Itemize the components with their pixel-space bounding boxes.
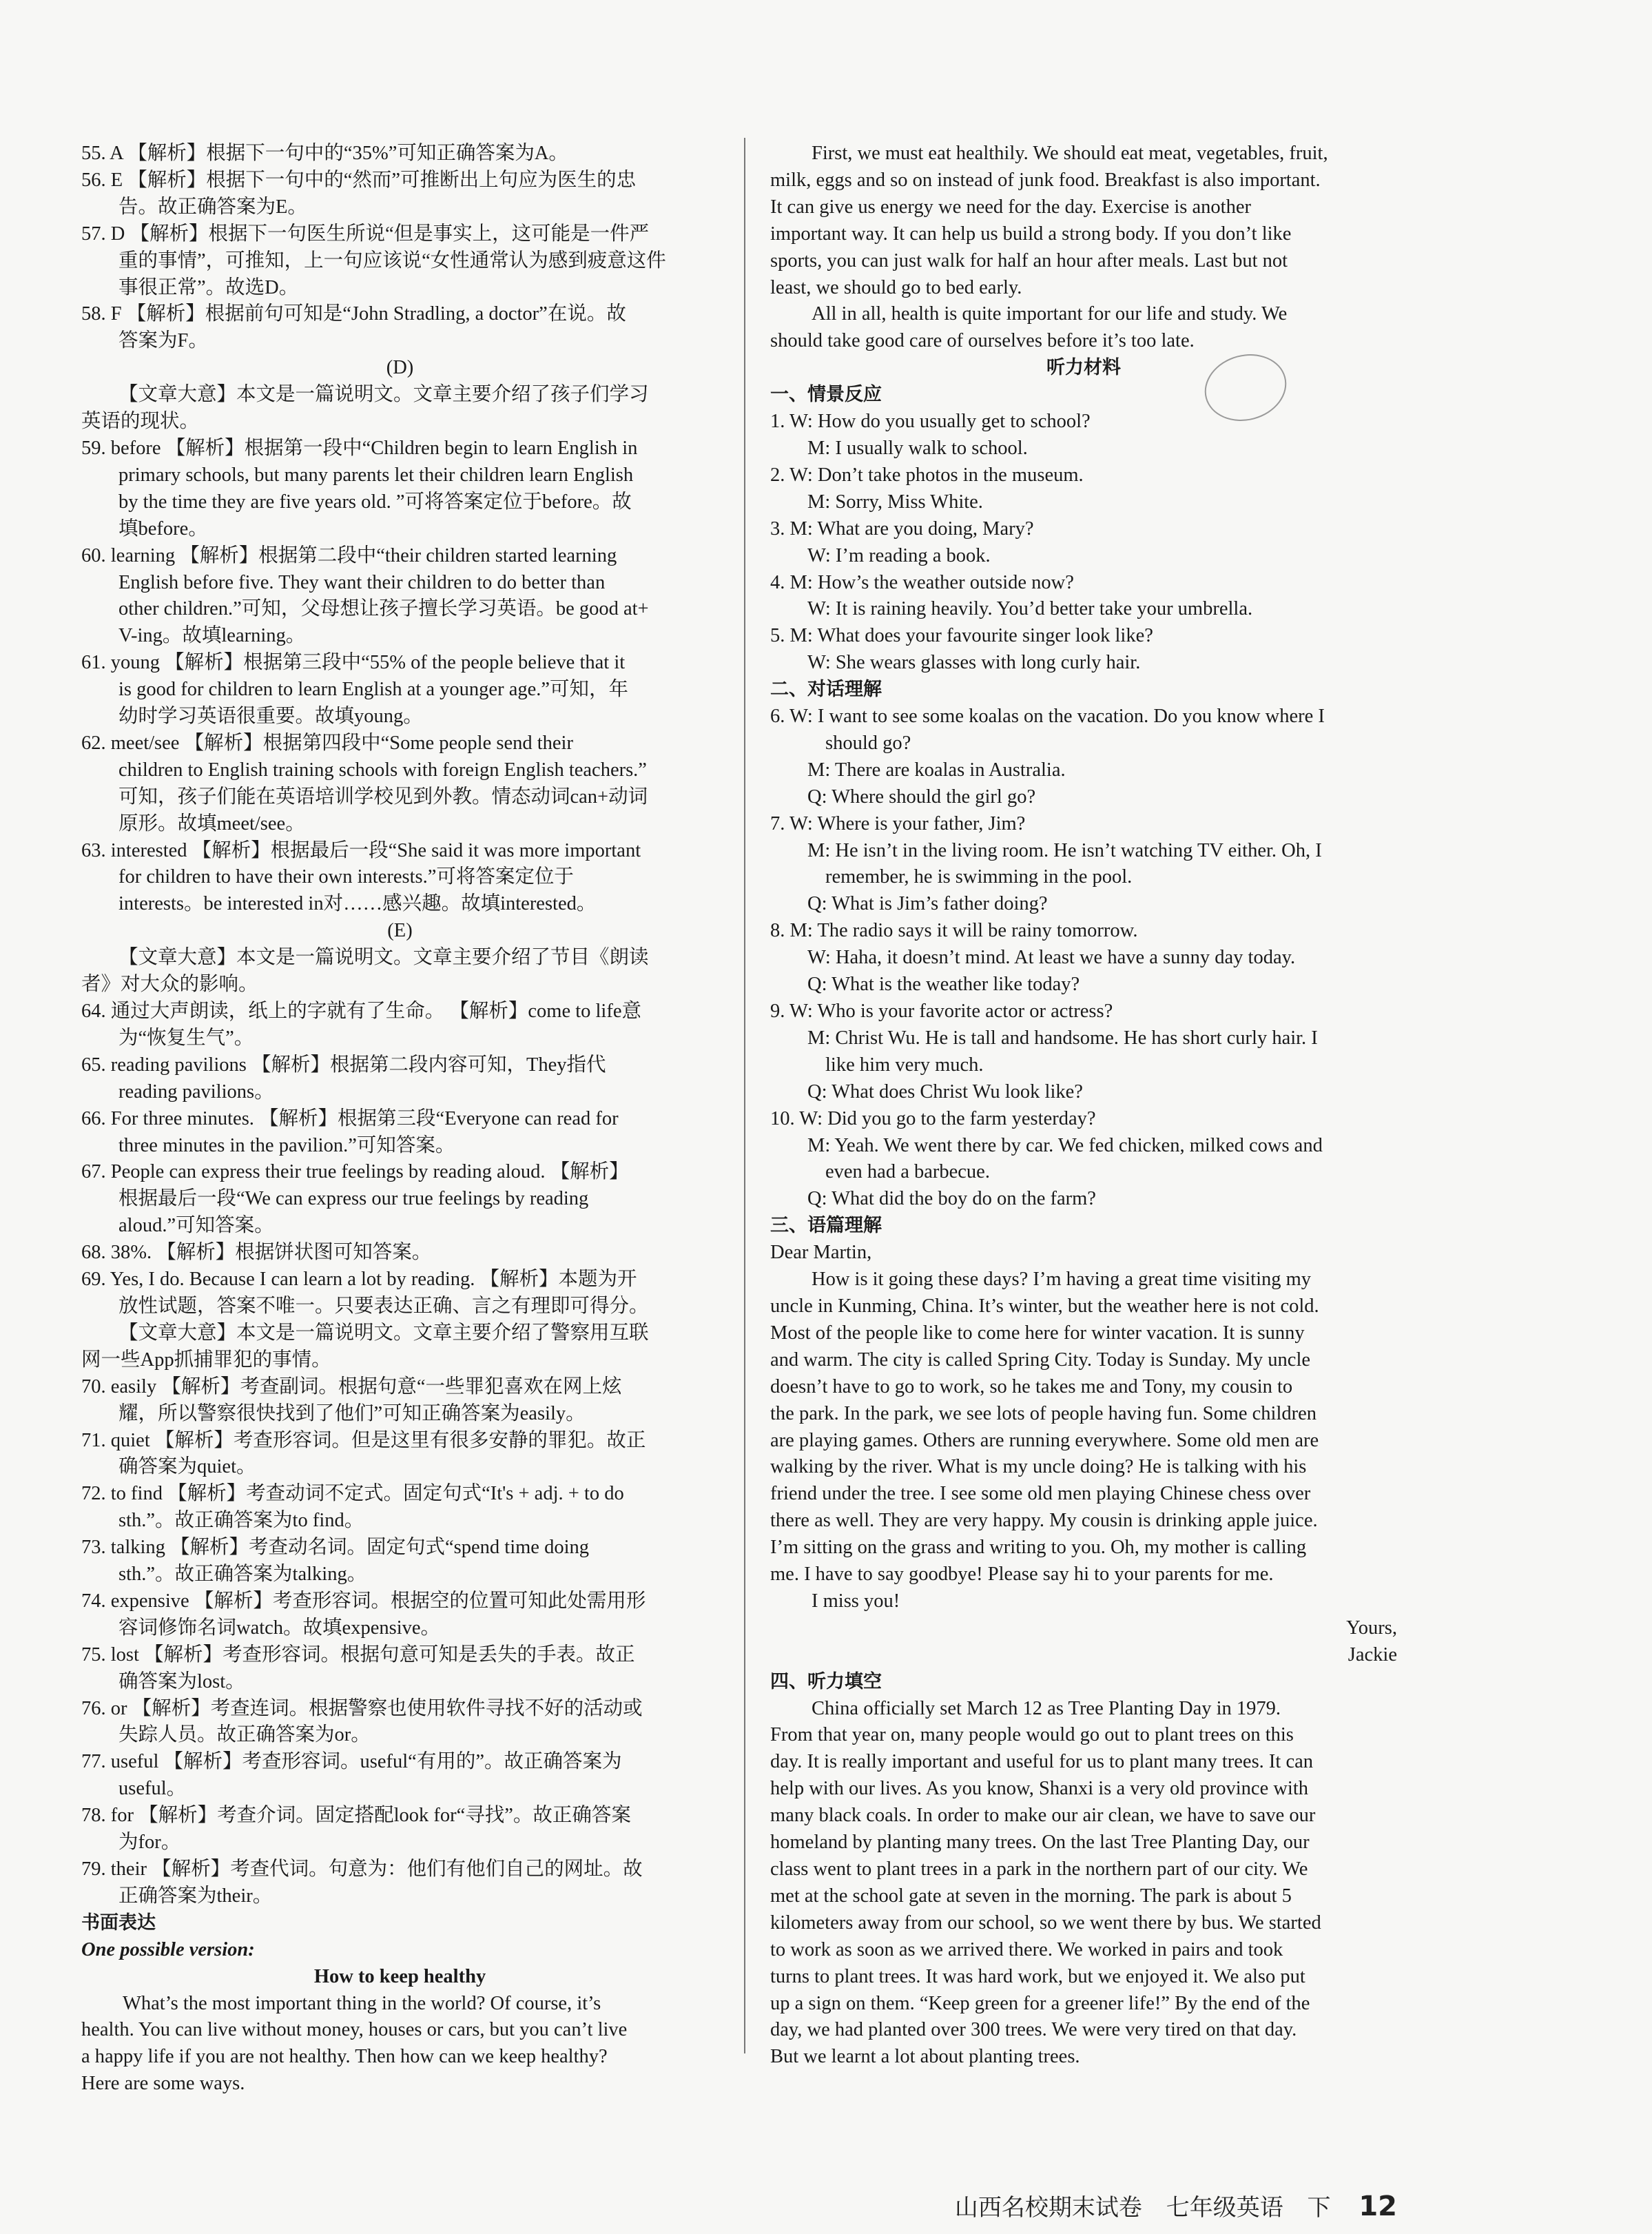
text-line: 76. or 【解析】考查连词。根据警察也使用软件寻找不好的活动或 [81,1697,643,1719]
text-line: 71. quiet 【解析】考查形容词。但是这里有很多安静的罪犯。故正 [81,1429,646,1451]
text-line: 【文章大意】本文是一篇说明文。文章主要介绍了警察用互联 [118,1322,649,1344]
text-line: (D) [386,357,414,379]
text-line: 6. W: I want to see some koalas on the vacation. Do you know where I [770,706,1325,728]
text-line: met at the school gate at seven in the morning. The park is about 5 [770,1885,1292,1907]
text-line: China officially set March 12 as Tree Planting Day in 1979. [812,1697,1281,1719]
text-line: useful。 [118,1778,187,1800]
text-line: like him very much. [825,1054,984,1076]
text-line: 者》对大众的影响。 [81,974,258,996]
text-line: 听力材料 [1046,357,1121,379]
text-line: 7. W: Where is your father, Jim? [770,812,1026,834]
text-line: health. You can live without money, houses or cars, but you can’t live [81,2019,628,2041]
text-line: 64. 通过大声朗读，纸上的字就有了生命。 【解析】come to life意 [81,1001,641,1022]
text-line: 确答案为lost。 [118,1670,245,1692]
text-line: me. I have to say goodbye! Please say hi to your parents for me. [770,1564,1274,1586]
text-line: help with our lives. As you know, Shanxi is a very old province with [770,1778,1309,1800]
text-line: 60. learning 【解析】根据第二段中“their children started learning [81,544,617,566]
text-line: three minutes in the pavilion.”可知答案。 [118,1134,455,1156]
text-line: Q: Where should the girl go? [807,786,1036,808]
text-line: uncle in Kunming, China. It’s winter, but the weather here is not cold. [770,1295,1319,1317]
text-line: 为for。 [118,1832,181,1854]
text-line: 8. M: The radio says it will be rainy tomorrow. [770,920,1138,942]
text-line: 73. talking 【解析】考查动名词。固定句式“spend time doing [81,1537,589,1559]
text-line: 网一些App抓捕罪犯的事情。 [81,1349,331,1371]
text-line: 重的事情”，可推知，上一句应该说“女性通常认为感到疲意这件 [118,249,666,271]
text-line: M: There are koalas in Australia. [807,759,1066,781]
text-line: W: Haha, it doesn’t mind. At least we have a sunny day today. [807,947,1296,969]
text-line: other children.”可知，父母想让孩子擅长学习英语。be good at+ [118,598,649,620]
text-line: Dear Martin, [770,1242,872,1264]
text-line: Here are some ways. [81,2073,245,2095]
text-line: How is it going these days? I’m having a great time visiting my [812,1269,1312,1291]
text-line: friend under the tree. I see some old men playing Chinese chess over [770,1483,1311,1505]
text-line: reading pavilions。 [118,1080,274,1103]
text-line: M: Christ Wu. He is tall and handsome. He has short curly hair. I [807,1027,1318,1049]
text-line: turns to plant trees. It was hard work, but we enjoyed it. We also put [770,1965,1305,1987]
text-line: M: I usually walk to school. [807,437,1028,459]
text-line: doesn’t have to go to work, so he takes me and Tony, my cousin to [770,1375,1293,1397]
text-line: All in all, health is quite important for our life and study. We [812,303,1288,325]
text-line: 英语的现状。 [81,411,200,433]
text-line: 58. F 【解析】根据前句可知是“John Stradling, a doctor”在说。故 [81,303,626,325]
text-line: But we learnt a lot about planting trees. [770,2046,1080,2068]
text-line: One possible version: [81,1938,255,1960]
text-line: 75. lost 【解析】考查形容词。根据句意可知是丢失的手表。故正 [81,1643,635,1666]
footer-volume: 下 [1307,2194,1331,2222]
text-line: 66. For three minutes. 【解析】根据第三段“Everyone can read for [81,1107,619,1129]
text-line: 10. W: Did you go to the farm yesterday? [770,1107,1096,1129]
text-line: 5. M: What does your favourite singer look like? [770,625,1153,647]
text-line: walking by the river. What is my uncle doing? He is talking with his [770,1456,1307,1478]
text-line: homeland by planting many trees. On the last Tree Planting Day, our [770,1832,1310,1854]
text-line: interests。be interested in对……感兴趣。故填interested。 [118,893,597,915]
text-line: important way. It can help us build a strong body. If you don’t like [770,223,1292,245]
text-line: 79. their 【解析】考查代词。句意为：他们有他们自己的网址。故 [81,1858,643,1880]
text-line: 【文章大意】本文是一篇说明文。文章主要介绍了孩子们学习 [118,384,649,406]
page-footer [938,2193,1397,2222]
text-line: M: Yeah. We went there by car. We fed chicken, milked cows and [807,1134,1323,1156]
text-line: sth.”。故正确答案为to find。 [118,1510,364,1532]
text-line: It can give us energy we need for the day. Exercise is another [770,196,1251,218]
text-line: 确答案为quiet。 [118,1456,256,1478]
text-line: Q: What is Jim’s father doing? [807,893,1048,915]
text-line: 77. useful 【解析】考查形容词。useful“有用的”。故正确答案为 [81,1751,622,1773]
footer-subject: 七年级英语 [1166,2194,1283,2222]
text-line: 四、听力填空 [770,1670,882,1692]
text-line: Most of the people like to come here for winter vacation. It is sunny [770,1322,1305,1344]
text-line: and warm. The city is called Spring City. Today is Sunday. My uncle [770,1349,1311,1371]
text-line: 【文章大意】本文是一篇说明文。文章主要介绍了节目《朗读 [118,947,649,969]
text-line: 容词修饰名词watch。故填expensive。 [118,1617,441,1639]
text-line: 2. W: Don’t take photos in the museum. [770,464,1084,486]
text-line: 幼时学习英语很重要。故填young。 [118,706,423,728]
text-line: M: He isn’t in the living room. He isn’t watching TV either. Oh, I [807,839,1322,861]
column-divider [744,138,745,2053]
text-line: there as well. They are very happy. My cousin is drinking apple juice. [770,1510,1318,1532]
text-line: What’s the most important thing in the world? Of course, it’s [123,1992,601,2014]
text-line: by the time they are five years old. ”可将答案定位于before。故 [118,491,632,513]
text-line: W: It is raining heavily. You’d better take your umbrella. [807,598,1253,620]
text-line: 55. A 【解析】根据下一句中的“35%”可知正确答案为A。 [81,143,568,164]
footer-series: 山西名校期末试卷 [954,2194,1142,2222]
text-line: I’m sitting on the grass and writing to you. Oh, my mother is calling [770,1537,1307,1559]
text-line: up a sign on them. “Keep green for a greener life!” By the end of the [770,1992,1310,2014]
text-line: 书面表达 [81,1912,156,1934]
text-line: 4. M: How’s the weather outside now? [770,571,1074,593]
text-line: sth.”。故正确答案为talking。 [118,1564,367,1586]
text-line: 三、语篇理解 [770,1215,882,1237]
text-line: 67. People can express their true feelings by reading aloud. 【解析】 [81,1161,629,1183]
text-line: day, we had planted over 300 trees. We were very tired on that day. [770,2019,1297,2041]
text-line: primary schools, but many parents let their children learn English [118,464,634,486]
text-line: 70. easily 【解析】考查副词。根据句意“一些罪犯喜欢在网上炫 [81,1375,622,1397]
text-line: 69. Yes, I do. Because I can learn a lot by reading. 【解析】本题为开 [81,1269,637,1291]
page-number: 12 [1359,2191,1397,2223]
text-line: W: She wears glasses with long curly hair. [807,652,1141,674]
text-line: aloud.”可知答案。 [118,1215,274,1237]
text-line: 3. M: What are you doing, Mary? [770,517,1034,540]
text-line: V-ing。故填learning。 [118,625,306,647]
text-line: (E) [387,920,413,942]
text-line: is good for children to learn English at a younger age.”可知，年 [118,679,629,701]
text-line: should go? [825,732,911,754]
text-line: are playing games. Others are running everywhere. Some old men are [770,1429,1319,1451]
text-line: English before five. They want their children to do better than [118,571,606,593]
text-line: milk, eggs and so on instead of junk food. Breakfast is also important. [770,169,1321,191]
text-line: children to English training schools with foreign English teachers.” [118,759,647,781]
text-line: 68. 38%. 【解析】根据饼状图可知答案。 [81,1242,432,1264]
text-line: 根据最后一段“We can express our true feelings by reading [118,1188,589,1210]
text-line: 61. young 【解析】根据第三段中“55% of the people believe that it [81,652,626,674]
text-line: First, we must eat healthily. We should eat meat, vegetables, fruit, [812,143,1328,164]
text-line: Q: What does Christ Wu look like? [807,1080,1083,1103]
text-line: 正确答案为their。 [118,1885,273,1907]
text-line: 耀，所以警察很快找到了他们”可知正确答案为easily。 [118,1402,586,1424]
text-line: 填before。 [118,517,208,540]
text-line: 62. meet/see 【解析】根据第四段中“Some people send their [81,732,573,754]
text-line: remember, he is swimming in the pool. [825,866,1133,888]
text-line: to work as soon as we arrived there. We worked in pairs and took [770,1938,1283,1960]
text-line: 63. interested 【解析】根据最后一段“She said it was more important [81,839,641,861]
text-line: day. It is really important and useful for us to plant many trees. It can [770,1751,1314,1773]
text-line: 告。故正确答案为E。 [118,196,307,218]
text-line: I miss you! [812,1590,900,1612]
text-line: M: Sorry, Miss White. [807,491,983,513]
text-line: Q: What did the boy do on the farm? [807,1188,1096,1210]
text-line: 56. E 【解析】根据下一句中的“然而”可推断出上句应为医生的忠 [81,169,637,191]
text-line: 为“恢复生气”。 [118,1027,254,1049]
right-column [770,141,1397,2071]
text-line: 原形。故填meet/see。 [118,812,305,834]
text-line: How to keep healthy [313,1965,486,1987]
text-line: 1. W: How do you usually get to school? [770,411,1091,433]
text-line: 74. expensive 【解析】考查形容词。根据空的位置可知此处需用形 [81,1590,646,1612]
text-line: 57. D 【解析】根据下一句医生所说“但是事实上，这可能是一件严 [81,223,650,245]
text-line: for children to have their own interests.”可将答案定位于 [118,866,574,888]
text-line: 一、情景反应 [770,384,882,406]
text-line: W: I’m reading a book. [807,544,991,566]
text-line: a happy life if you are not healthy. Then how can we keep healthy? [81,2046,608,2068]
text-line: 放性试题，答案不唯一。只要表达正确、言之有理即可得分。 [118,1295,649,1317]
text-line: kilometers away from our school, so we went there by bus. We started [770,1912,1321,1934]
text-line: 72. to find 【解析】考查动词不定式。固定句式“It's + adj. + to do [81,1483,624,1505]
text-line: many black coals. In order to make our air clean, we have to save our [770,1805,1316,1827]
text-line: least, we should go to bed early. [770,276,1022,298]
text-line: 答案为F。 [118,330,208,352]
text-line: 可知，孩子们能在英语培训学校见到外教。情态动词can+动词 [118,786,648,808]
text-line: 59. before 【解析】根据第一段中“Children begin to learn English in [81,437,638,459]
text-line: 78. for 【解析】考查介词。固定搭配look for“寻找”。故正确答案 [81,1805,631,1827]
text-line: class went to plant trees in a park in the northern part of our city. We [770,1858,1308,1880]
text-line: the park. In the park, we see lots of people having fun. Some children [770,1402,1317,1424]
left-column [81,141,719,2098]
text-line: 失踪人员。故正确答案为or。 [118,1724,371,1746]
text-line: even had a barbecue. [825,1161,990,1183]
text-line: sports, you can just walk for half an hour after meals. Last but not [770,249,1288,271]
text-line: 65. reading pavilions 【解析】根据第二段内容可知，They指代 [81,1054,606,1076]
text-line: 二、对话理解 [770,679,882,701]
text-line: Q: What is the weather like today? [807,974,1080,996]
text-line: 9. W: Who is your favorite actor or actress? [770,1001,1113,1022]
text-line: Yours, [1346,1617,1397,1639]
text-line: From that year on, many people would go out to plant trees on this [770,1724,1294,1746]
text-line: 事很正常”。故选D。 [118,276,299,298]
text-line: Jackie [1348,1643,1397,1666]
text-line: should take good care of ourselves before it’s too late. [770,330,1195,352]
